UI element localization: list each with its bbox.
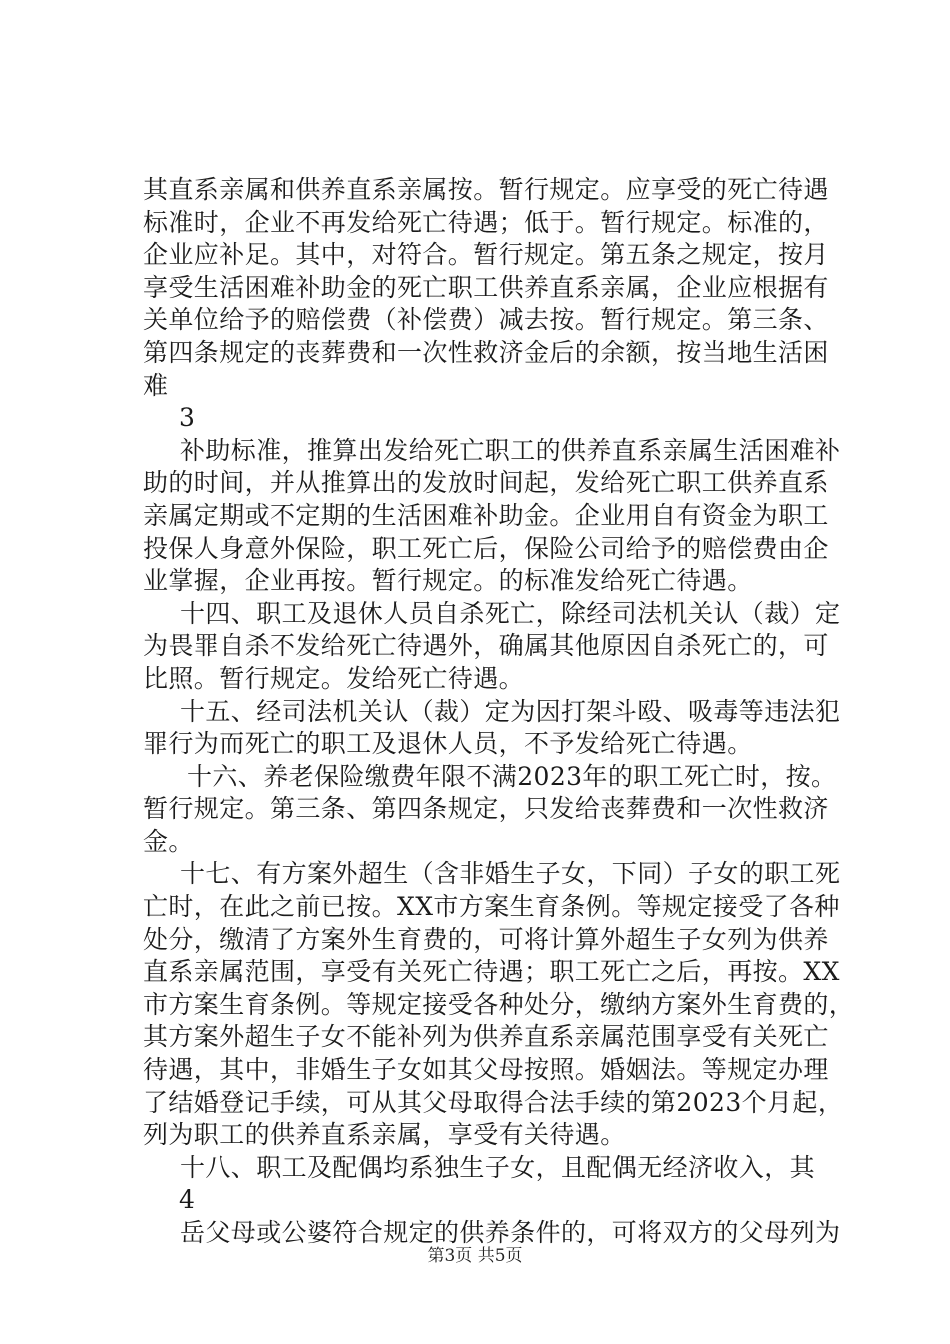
text-line: 直系亲属范围，享受有关死亡待遇；职工死亡之后，再按。XX (143, 957, 840, 987)
text-line: 罪行为而死亡的职工及退休人员，不予发给死亡待遇。 (143, 729, 753, 759)
text-line: 处分，缴清了方案外生育费的，可将计算外超生子女列为供养 (143, 924, 829, 954)
text-line: 亲属定期或不定期的生活困难补助金。企业用自有资金为职工 (143, 500, 829, 530)
page-indicator: 第3页 共5页 (427, 1246, 523, 1266)
text-line: 助的时间，并从推算出的发放时间起，发给死亡职工供养直系 (143, 468, 829, 498)
inline-page-number: 4 (179, 1185, 196, 1215)
text-line: 标准时，企业不再发给死亡待遇；低于。暂行规定。标准的， (143, 207, 829, 237)
text-line: 待遇，其中，非婚生子女如其父母按照。婚姻法。等规定办理 (143, 1055, 829, 1085)
text-line: 市方案生育条例。等规定接受各种处分，缴纳方案外生育费的， (143, 989, 855, 1019)
text-line: 为畏罪自杀不发给死亡待遇外，确属其他原因自杀死亡的，可 (143, 631, 829, 661)
paragraph-start-line: 十七、有方案外超生（含非婚生子女，下同）子女的职工死 (180, 859, 841, 889)
page-footer (0, 1244, 950, 1268)
text-line: 关单位给予的赔偿费（补偿费）减去按。暂行规定。第三条、 (143, 305, 829, 335)
text-line: 享受生活困难补助金的死亡职工供养直系亲属，企业应根据有 (143, 272, 829, 302)
paragraph-start-line: 十五、经司法机关认（裁）定为因打架斗殴、吸毒等违法犯 (180, 696, 841, 726)
paragraph-start-line: 十六、养老保险缴费年限不满2023年的职工死亡时，按。 (187, 761, 837, 791)
text-line: 难 (143, 370, 169, 400)
paragraph-start-line: 十八、职工及配偶均系独生子女，且配偶无经济收入，其 (180, 1152, 816, 1182)
text-line: 第四条规定的丧葬费和一次性救济金后的余额，按当地生活困 (143, 337, 829, 367)
paragraph-start-line: 十四、职工及退休人员自杀死亡，除经司法机关认（裁）定 (180, 598, 841, 628)
text-line: 暂行规定。第三条、第四条规定，只发给丧葬费和一次性救济 (143, 794, 829, 824)
text-line: 其方案外超生子女不能补列为供养直系亲属范围享受有关死亡 (143, 1022, 829, 1052)
text-line: 了结婚登记手续，可从其父母取得合法手续的第2023个月起， (143, 1087, 844, 1117)
paragraph-start-line: 岳父母或公婆符合规定的供养条件的，可将双方的父母列为 (180, 1218, 841, 1247)
inline-page-number: 3 (179, 403, 196, 433)
text-line: 列为职工的供养直系亲属，享受有关待遇。 (143, 1120, 626, 1150)
text-line: 企业应补足。其中，对符合。暂行规定。第五条之规定，按月 (143, 240, 829, 270)
paragraph-start-line: 补助标准，推算出发给死亡职工的供养直系亲属生活困难补 (180, 435, 841, 465)
text-line: 金。 (143, 826, 194, 856)
text-line: 亡时，在此之前已按。XX市方案生育条例。等规定接受了各种 (143, 892, 840, 922)
text-line: 比照。暂行规定。发给死亡待遇。 (143, 663, 525, 693)
text-line: 业掌握，企业再按。暂行规定。的标准发给死亡待遇。 (143, 566, 753, 596)
document-body (143, 174, 855, 1250)
text-line: 投保人身意外保险，职工死亡后，保险公司给予的赔偿费由企 (143, 533, 829, 563)
text-line: 其直系亲属和供养直系亲属按。暂行规定。应享受的死亡待遇 (143, 175, 829, 204)
